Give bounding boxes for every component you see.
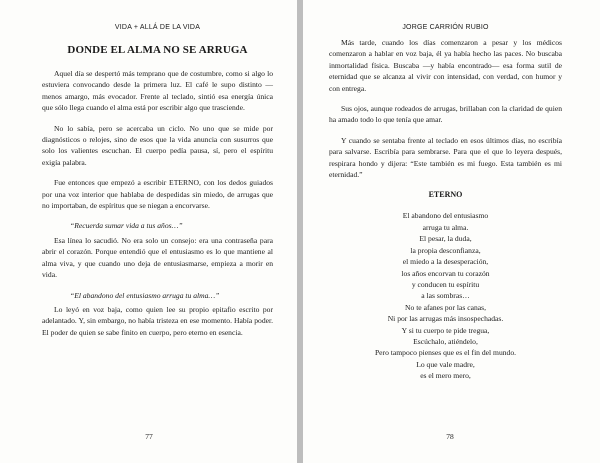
poem-line: es el mero mero, [420,371,471,381]
poem-line: Ni por las arrugas más insospechadas. [387,314,504,324]
left-paragraph-5: Lo leyó en voz baja, como quien lee su propio epitafio escrito por adelantado. Y, sin embargo, no había tristeza en ese momento. Había poder. El poder de quien se sabe finito en cuerpo, pero eterno en esencia. [42,304,273,337]
left-paragraph-4: Esa línea lo sacudió. No era solo un consejo: era una contraseña para abrir el corazón. Porque entendió que el entusiasmo es lo que mantiene al alma viva, y que cuando uno deja de entusiasmarse, empieza a morir en vida. [42,235,273,280]
poem-line: y conducen tu espíritu [411,279,480,289]
poem-title: ETERNO [428,190,463,200]
poem-line: la propia desconfianza, [410,245,481,255]
poem [329,210,562,381]
left-paragraph-3: Fue entonces que empezó a escribir ETERNO, con los dedos guiados por una voz interior que hablaba de despedidas sin miedo, de arrugas que no importaban, de espíritus que se niegan a encorvarse. [42,178,273,211]
right-paragraph-2: Sus ojos, aunque rodeados de arrugas, brillaban con la claridad de quien ha amado todo lo que tenía que amar. [329,104,562,125]
poem-line: El pesar, la duda, [419,234,472,244]
quote-1: “Recuerda sumar vida a tus años…” [70,221,183,231]
left-paragraph-2: No lo sabía, pero se acercaba un ciclo. No uno que se mide por diagnósticos o relojes, sino de esos que la vida anuncia con susurros que solo los valientes escuchan. El cuerpo pedía pausa, sí, pero el espíritu exigía palabra. [42,123,273,167]
poem-line: Y si tu cuerpo te pide tregua, [401,325,490,335]
poem-line: a las sombras… [421,291,470,301]
right-running-head: JORGE CARRIÓN RUBIO [402,24,489,31]
left-page-number: 77 [145,432,153,441]
chapter-title: DONDE EL ALMA NO SE ARRUGA [67,44,248,56]
right-paragraph-3: Y cuando se sentaba frente al teclado en esos últimos días, no escribía para salvarse. Escribía para sembrarse. Para que el que lo leyera después, respirara hondo y dijera: “Este también es mi fuego. Esta también es mi eternidad.” [329,135,562,180]
left-page [0,0,297,463]
left-paragraph-1: Aquel día se despertó más temprano que de costumbre, como si algo lo estuviera convocando desde la primera luz. El café le supo distinto —menos amargo, más evocador. Frente al teclado, sintió esa energía única que sólo llega cuando el alma está por escribir algo que trasciende. [42,69,273,113]
left-running-head: VIDA + ALLÁ DE LA VIDA [114,24,201,31]
right-page-number: 78 [446,432,454,441]
poem-line: No te afanes por las canas, [405,302,486,312]
poem-line: arruga tu alma. [422,222,469,232]
poem-line: El abandono del entusiasmo [402,211,489,221]
right-page [303,0,600,463]
poem-line: Pero tampoco pienses que es el fin del mundo. [374,348,517,358]
poem-line: Lo que vale madre, [416,359,475,369]
quote-2: “El abandono del entusiasmo arruga tu alma…” [70,290,220,300]
poem-line: los años encorvan tu corazón [401,268,490,278]
poem-line: el miedo a la desesperación, [402,257,489,267]
poem-line: Escúchalo, atiéndelo, [413,336,478,346]
right-paragraph-1: Más tarde, cuando los días comenzaron a pesar y los médicos comenzaron a hablar en voz baja, él ya había hecho las paces. No buscaba inmortalidad física. Buscaba —y había encontrado— esa forma sutil de eternidad que se alcanza al vivir con intensidad, con verdad, con humor y con entrega. [329,38,562,93]
